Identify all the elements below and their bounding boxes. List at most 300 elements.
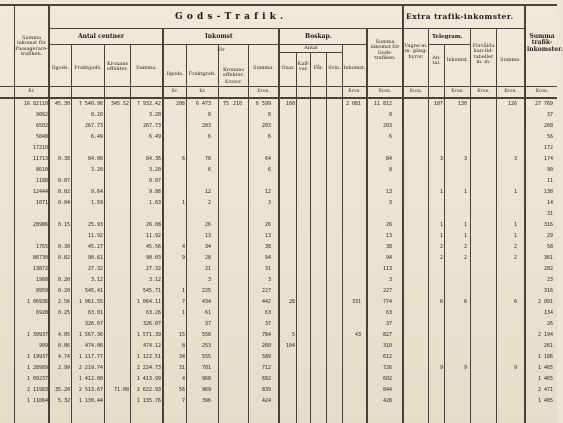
table-cell: 1 199 [26, 354, 42, 360]
table-cell: 13 [42, 156, 49, 162]
table-cell: 2 471 [537, 387, 553, 393]
table-cell: 1 [439, 189, 443, 195]
table-cell: 59 [42, 288, 49, 294]
table-cell: 6 [513, 299, 517, 305]
table-cell: 31 [178, 365, 185, 371]
unit-kron: Kron. [504, 89, 517, 94]
table-cell: 3 [439, 156, 443, 162]
col-summa-centner: Summa. [136, 65, 157, 71]
boskap-antal-rule [280, 52, 342, 53]
extra-trafik-title: Extra trafik-inkomster. [406, 12, 514, 21]
table-cell: 208 [175, 101, 185, 107]
table-cell: 117 [32, 156, 42, 162]
table-cell: 3.12 [90, 277, 103, 283]
table-cell: 8 [207, 112, 211, 118]
table-cell: 15 [178, 332, 185, 338]
table-cell: 160 [285, 101, 295, 107]
table-cell: 27 769 [534, 101, 553, 107]
table-cell: 2 [463, 244, 467, 250]
table-cell: 424 [261, 398, 271, 404]
table-cell: 8 [388, 167, 392, 173]
table-cell: 7 [181, 299, 185, 305]
table-cell: 2 513.67 [78, 387, 103, 393]
unit-kronor: Kronor. [225, 80, 242, 85]
table-cell: 94 [385, 255, 392, 261]
table-cell: 2 194 [537, 332, 553, 338]
table-cell: 612 [382, 354, 392, 360]
table-cell: 7 932.42 [136, 101, 161, 107]
table-cell: 474.12 [142, 343, 161, 349]
antal-centner-heading: Antal centner [78, 33, 124, 40]
table-cell: 1 064.11 [136, 299, 161, 305]
table-cell: 1 [513, 233, 517, 239]
table-cell: 56 [546, 134, 553, 140]
table-cell: 11.92 [87, 233, 103, 239]
table-cell: 6 [207, 167, 211, 173]
table-cell: 1 135.76 [136, 398, 161, 404]
table-cell: 345.52 [110, 101, 129, 107]
table-cell: 6 [207, 134, 211, 140]
table-cell: 289 [32, 222, 42, 228]
table-cell: 26 [385, 222, 392, 228]
col-oxar: Oxar. [281, 65, 295, 71]
table-cell: 1 122.51 [136, 354, 161, 360]
table-cell: 27.32 [145, 266, 161, 272]
unit-kron: Kron. [451, 89, 464, 94]
table-cell: 31 [546, 211, 553, 217]
table-cell: 6 [388, 134, 392, 140]
table-cell: 1 [181, 288, 185, 294]
left-unit: Kr. [28, 89, 35, 94]
table-cell: 9 [439, 365, 443, 371]
table-row [0, 408, 557, 420]
table-cell: 37 [264, 321, 271, 327]
table-cell: 227 [382, 288, 392, 294]
table-cell: 3.20 [90, 167, 103, 173]
table-cell: 1 [439, 222, 443, 228]
table-cell: 0.82 [57, 255, 70, 261]
table-cell: 10 [42, 101, 49, 107]
table-cell: 37 [385, 321, 392, 327]
inkomst-rule [164, 44, 278, 45]
table-cell: 1.63 [148, 200, 161, 206]
table-cell: 89 [42, 365, 49, 371]
table-cell: 8 [388, 112, 392, 118]
table-cell: 19 [35, 277, 42, 283]
col-fraktgods-centner: Fraktgods. [74, 65, 102, 71]
col-boskap-inkomst: Inkomst. [343, 65, 366, 71]
table-cell: 0.07 [148, 178, 161, 184]
title-rule [48, 28, 524, 29]
table-cell: 13 [264, 233, 271, 239]
summa-trafik-heading: Summa trafik-inkomster. [527, 33, 563, 53]
table-cell: 0.38 [57, 156, 70, 162]
table-cell: 4 [181, 376, 185, 382]
table-cell: 331 [351, 299, 361, 305]
table-cell: 0.02 [57, 189, 70, 195]
table-cell: 26 [264, 222, 271, 228]
table-cell: 16 821 [23, 101, 42, 107]
table-cell: 65 [42, 244, 49, 250]
for-label: för [217, 47, 225, 53]
col-kronans-centner: Kronans effekter. [106, 61, 129, 73]
table-cell: 9 [513, 365, 517, 371]
table-cell: 58 [546, 244, 553, 250]
table-cell: 1 465 [537, 365, 553, 371]
table-cell: 63.26 [145, 310, 161, 316]
col-forsalda: Försålda kan-tid-tabeller m. m. [472, 43, 495, 65]
table-cell: 1 413.99 [136, 376, 161, 382]
table-cell: 1 571.39 [136, 332, 161, 338]
table-cell: 2 [439, 244, 443, 250]
table-cell: 113 [382, 266, 392, 272]
table-cell: 203 [201, 123, 211, 129]
table-cell: 316 [543, 288, 553, 294]
col-svin: Svin. [328, 65, 341, 71]
table-cell: 2 224.73 [136, 365, 161, 371]
left-summa-heading: Summa inkomst för Passagerare-trafiken. [15, 35, 48, 57]
table-cell: 8.20 [90, 112, 103, 118]
table-cell: 60 [42, 277, 49, 283]
table-cell: 545.71 [142, 288, 161, 294]
unit-kron: Kron. [535, 89, 549, 94]
table-cell: 14 [546, 200, 553, 206]
table-cell: 442 [261, 299, 271, 305]
table-cell: 5 [291, 332, 295, 338]
table-cell: 17 [35, 244, 42, 250]
table-cell: 26 [204, 222, 211, 228]
col-telegram-antal: An-tal. [432, 55, 441, 67]
table-cell: 1 092 [26, 376, 42, 382]
table-cell: 7 [181, 398, 185, 404]
table-cell: 65 [35, 123, 42, 129]
table-cell: 26.08 [145, 222, 161, 228]
table-cell: 2 622.93 [136, 387, 161, 393]
table-cell: 37 [204, 321, 211, 327]
table-cell: 2 091 [537, 299, 553, 305]
col-extra-summa: Summa. [500, 57, 521, 63]
table-cell: 86 [42, 222, 49, 228]
table-cell: 0.15 [57, 222, 70, 228]
table-cell: 1 061.55 [78, 299, 103, 305]
table-cell: 9 [38, 343, 42, 349]
table-cell: 227 [261, 288, 271, 294]
table-cell: 1 289 [26, 365, 42, 371]
table-cell: 36 [42, 299, 49, 305]
table-cell: 63 [385, 310, 392, 316]
table-cell: 1 [463, 222, 467, 228]
table-cell: 844 [382, 387, 392, 393]
table-cell: 1 567.36 [78, 332, 103, 338]
table-cell: 34 [178, 354, 185, 360]
table-cell: 21 [204, 266, 211, 272]
table-cell: 30 [42, 255, 49, 261]
unit-kr: Kr. [171, 89, 179, 94]
table-cell: 3 [513, 156, 517, 162]
table-cell: 0.07 [57, 178, 70, 184]
gods-trafik-title: G o d s - T r a f i k . [175, 12, 284, 22]
table-cell: 48 [42, 134, 49, 140]
table-cell: 203 [382, 123, 392, 129]
summa-gods-heading: Summa inkomst för Gods-trafiken. [370, 39, 400, 61]
table-cell: 29 [546, 233, 553, 239]
table-cell: 3.20 [148, 167, 161, 173]
table-cell: 130 [457, 101, 467, 107]
table-cell: 555 [201, 354, 211, 360]
table-cell: 1 [463, 233, 467, 239]
table-cell: 428 [382, 398, 392, 404]
table-cell: 75 [222, 101, 229, 107]
table-cell: 268 [543, 123, 553, 129]
table-cell: 28 [288, 299, 295, 305]
table-cell: 38 [385, 244, 392, 250]
table-cell: 969 [201, 387, 211, 393]
table-cell: 839 [261, 387, 271, 393]
table-cell: 3 [388, 200, 392, 206]
table-cell: 45.30 [54, 101, 70, 107]
table-cell: 172 [32, 145, 42, 151]
table-cell: 45.27 [87, 244, 103, 250]
col-kronans-inkomst: Kronans effekter. [222, 67, 245, 79]
table-cell: 1 069 [26, 299, 42, 305]
col-ilgods-centner: Ilgods. [51, 65, 70, 71]
table-cell: 2 [207, 200, 211, 206]
table-cell: 692 [261, 376, 271, 382]
table-cell: 2 [513, 244, 517, 250]
table-cell: 6.49 [148, 134, 161, 140]
table-cell: 64 [264, 156, 271, 162]
table-cell: 0.30 [57, 244, 70, 250]
table-cell: 2 119 [26, 387, 42, 393]
table-cell: 90.03 [145, 255, 161, 261]
table-cell: 1 110 [26, 398, 42, 404]
table-cell: 6 [439, 299, 443, 305]
table-cell: 316 [543, 222, 553, 228]
table-cell: 326.07 [142, 321, 161, 327]
table-cell: 1 412.80 [78, 376, 103, 382]
table-cell: 10 [42, 167, 49, 173]
table-cell: 104 [285, 343, 295, 349]
table-cell: 90.61 [87, 255, 103, 261]
col-vagnsavgifter: Vagns-m. m. gäng-hyror. [404, 43, 428, 60]
unit-kron: Kron. [348, 89, 361, 94]
table-cell: 9 [181, 255, 185, 261]
table-cell: 1 130.44 [78, 398, 103, 404]
table-cell: 1 485 [537, 398, 553, 404]
table-cell: 8 [267, 112, 271, 118]
table-cell: 1 117.77 [78, 354, 103, 360]
table-cell: 82 [42, 112, 49, 118]
table-cell: 1 465 [537, 376, 553, 382]
table-cell: 2.56 [57, 299, 70, 305]
table-cell: 3.12 [148, 277, 161, 283]
table-cell: 0.06 [57, 343, 70, 349]
table-cell: 4.74 [57, 354, 70, 360]
table-cell: 2.99 [57, 365, 70, 371]
table-cell: 6 599 [255, 101, 271, 107]
table-cell: 1 399 [26, 332, 42, 338]
table-cell: 09 [42, 343, 49, 349]
table-cell: 84.06 [87, 156, 103, 162]
col-summa-inkomst: Summa. [253, 65, 274, 71]
table-cell: 64 [42, 398, 49, 404]
table-cell: 11 [35, 178, 42, 184]
table-cell: 37 [546, 112, 553, 118]
table-cell: 10 [35, 200, 42, 206]
table-cell: 126 [507, 101, 517, 107]
table-cell: 7 540.96 [78, 101, 103, 107]
table-cell: 63 [264, 310, 271, 316]
table-cell: 83 [42, 387, 49, 393]
table-cell: 88 [42, 178, 49, 184]
table-cell: 6 [267, 167, 271, 173]
table-cell: 6.49 [90, 134, 103, 140]
table-cell: 6 [267, 134, 271, 140]
table-cell: 138 [32, 266, 42, 272]
table-cell: 310 [382, 343, 392, 349]
table-cell: 37 [42, 376, 49, 382]
table-cell: 8 [181, 343, 185, 349]
table-cell: 1 [181, 200, 185, 206]
table-cell: 12 [204, 189, 211, 195]
table-cell: 02 [42, 123, 49, 129]
table-cell: 84 [385, 156, 392, 162]
table-cell: 6 473 [195, 101, 211, 107]
table-cell: 1 [513, 189, 517, 195]
table-cell: 2 [439, 255, 443, 261]
table-cell: 261 [543, 343, 553, 349]
table-cell: 225 [201, 288, 211, 294]
boskap-heading: Boskap. [305, 33, 332, 40]
table-cell: 45.56 [145, 244, 161, 250]
table-cell: 3 [388, 277, 392, 283]
table-cell: 37 [42, 332, 49, 338]
table-cell: 28 [42, 310, 49, 316]
table-cell: 0.04 [57, 200, 70, 206]
table-cell: 37 [42, 354, 49, 360]
table-cell: 3 [207, 277, 211, 283]
table-cell: 11 [546, 178, 553, 184]
table-cell: 107 [433, 101, 443, 107]
table-cell: 253 [201, 343, 211, 349]
inkomst-heading: Inkomst [205, 33, 233, 40]
table-cell: 94 [264, 255, 271, 261]
table-cell: 35.20 [54, 387, 70, 393]
col-kalfvar: Kalf-var. [297, 61, 310, 73]
table-cell: 6 [181, 156, 185, 162]
unit-kron: Kron. [378, 89, 392, 94]
table-cell: 174 [543, 156, 553, 162]
table-cell: 172 [543, 145, 553, 151]
col-telegram-inkomst: Inkomst. [446, 57, 469, 63]
table-cell: 38 [264, 244, 271, 250]
table-cell: 69 [35, 310, 42, 316]
col-ilgods-inkomst: Ilgods. [166, 71, 184, 77]
top-rule [0, 4, 557, 6]
table-cell: 63.01 [87, 310, 103, 316]
table-cell: 434 [201, 299, 211, 305]
table-cell: 712 [261, 365, 271, 371]
col-far: Får. [313, 65, 324, 71]
unit-kron: Kron. [477, 89, 490, 94]
table-cell: 326.07 [84, 321, 103, 327]
table-cell: 72 [42, 266, 49, 272]
table-cell: 1 [463, 189, 467, 195]
table-cell: 23 [546, 277, 553, 283]
table-cell: 1.59 [90, 200, 103, 206]
table-cell: 11 812 [373, 101, 392, 107]
table-cell: 28 [204, 255, 211, 261]
unit-kron: Kron. [409, 89, 423, 94]
table-cell: 10 [42, 145, 49, 151]
table-cell: 78 [204, 156, 211, 162]
table-cell: 134 [543, 310, 553, 316]
table-cell: 3 [267, 277, 271, 283]
table-cell: 43 [354, 332, 361, 338]
table-cell: 260 [261, 343, 271, 349]
table-cell: 89 [35, 288, 42, 294]
table-cell: 25.93 [87, 222, 103, 228]
table-cell: 267.73 [84, 123, 103, 129]
table-cell: 84.36 [145, 156, 161, 162]
table-cell: 4 [181, 244, 185, 250]
table-cell: 27.32 [87, 266, 103, 272]
table-cell: 474.06 [84, 343, 103, 349]
table-cell: 589 [261, 354, 271, 360]
table-cell: 13 [385, 233, 392, 239]
table-cell: 3 [267, 200, 271, 206]
table-cell: 267.73 [142, 123, 161, 129]
table-cell: 9 [463, 365, 467, 371]
table-cell: 50 [35, 134, 42, 140]
col-fraktgods-inkomst: Fraktgods. [188, 71, 217, 77]
table-cell: 90 [35, 112, 42, 118]
table-cell: 558 [201, 332, 211, 338]
table-cell: 827 [382, 332, 392, 338]
table-cell: 282 [543, 266, 553, 272]
table-cell: 396 [201, 398, 211, 404]
table-cell: 3.20 [148, 112, 161, 118]
table-cell: 203 [261, 123, 271, 129]
table-cell: 726 [382, 365, 392, 371]
table-cell: 867 [32, 255, 42, 261]
table-cell: 13 [204, 233, 211, 239]
antal-centner-rule [50, 44, 162, 45]
table-cell: 26 [546, 321, 553, 327]
table-cell: 2 081 [345, 101, 361, 107]
table-cell: 71 [42, 200, 49, 206]
table-cell: 124 [32, 189, 42, 195]
boskap-antal-label: Antal [304, 45, 318, 51]
table-cell: 2 [463, 255, 467, 261]
table-cell: 11.92 [145, 233, 161, 239]
table-cell: 3 [463, 156, 467, 162]
table-cell: 12 [264, 189, 271, 195]
unit-kr: Kr. [199, 89, 206, 94]
table-cell: 9.64 [90, 189, 103, 195]
table-cell: 71.00 [113, 387, 129, 393]
table-cell: 1 186 [537, 354, 553, 360]
table-cell: 61 [204, 310, 211, 316]
table-cell: 2 [513, 255, 517, 261]
table-cell: 56 [178, 387, 185, 393]
boskap-rule [280, 44, 366, 45]
table-cell: 602 [382, 376, 392, 382]
table-cell: 4.05 [57, 332, 70, 338]
table-cell: 701 [201, 365, 211, 371]
telegram-heading: Telegram. [432, 34, 463, 40]
table-cell: 0.20 [57, 288, 70, 294]
